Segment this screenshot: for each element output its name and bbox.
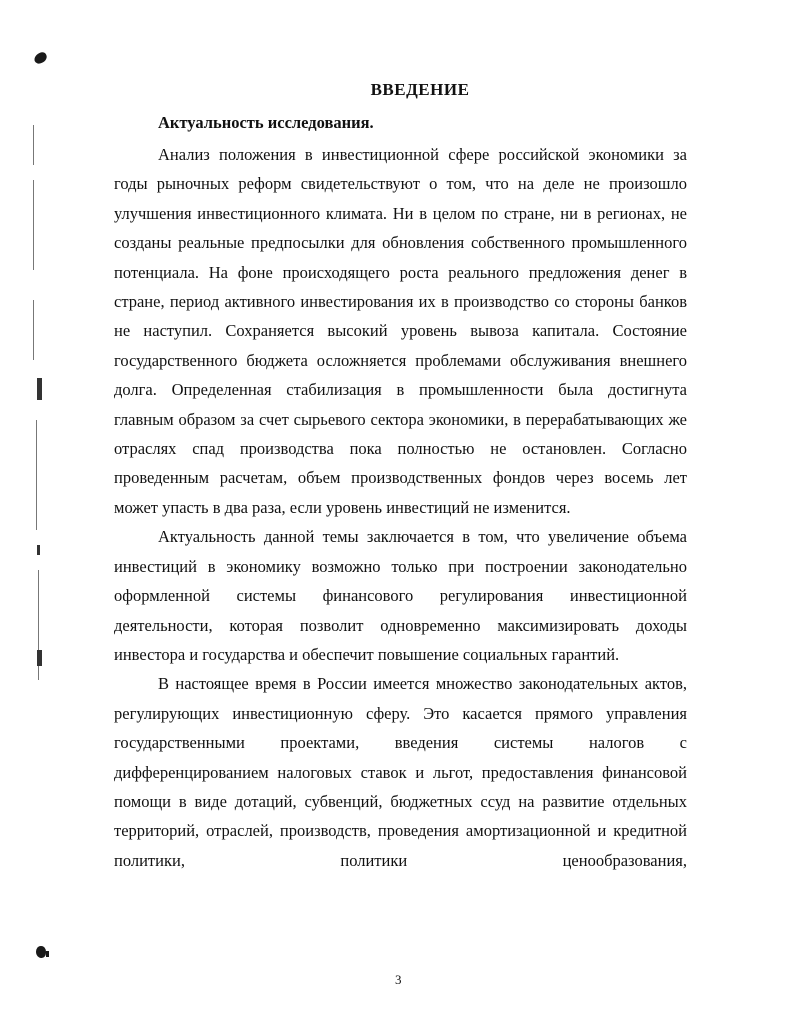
paragraph: Анализ положения в инвестиционной сфере российской экономики за годы рыночных реформ свидетельствуют о том, что на деле не произошло улучшения инвестиционного климата. Ни в целом по стране, ни в регионах, не созданы реальные предпосылки для обновления собственного промышленного потенциала. На фоне происходящего роста реального предложения денег в стране, период активного инвестирования их в производство со стороны банков не наступил. Сохраняется высокий уровень вывоза капитала. Состояние государственного бюджета осложняется проблемами обслуживания внешнего долга. Определенная стабилизация в промышленности была достигнута главным образом за счет сырьевого сектора экономики, в перерабатывающих же отраслях спад производства пока полностью не остановлен. Согласно проведенным расчетам, объем производственных фондов через восемь лет может упасть в два раза, если уровень инвестиций не изменится. [114,145,687,517]
document-heading: ВВЕДЕНИЕ [370,80,470,99]
paragraph: Актуальность данной темы заключается в том, что увеличение объема инвестиций в экономику возможно только при построении законодательно оформленной системы финансового регулирования инвестиционной деятельности, которая позволит одновременно максимизировать доходы инвестора и государства и обеспечит повышение социальных гарантий. [114,527,687,664]
scan-artifact-top [32,51,48,66]
scan-edge-line [36,420,37,530]
scan-edge-line [33,125,34,165]
body-text [114,140,687,875]
scan-artifact-bottom [36,946,46,958]
section-subheading: Актуальность исследования. [158,113,374,132]
scan-edge-blob [37,378,42,400]
scan-edge-line [33,180,34,270]
page-number: 3 [395,972,402,987]
scan-artifact-bottom [46,951,49,957]
paragraph: В настоящее время в России имеется множество законодательных актов, регулирующих инвестиционную сферу. Это касается прямого управления государственными проектами, введения системы налогов с дифференцированием налоговых ставок и льгот, предоставления финансовой помощи в виде дотаций, субвенций, бюджетных ссуд на развитие отдельных территорий, отраслей, производств, проведения амортизационной и кредитной политики, политики ценообразования, [114,674,687,870]
scan-edge-blob [37,650,42,666]
scan-edge-blob [37,545,40,555]
scan-edge-line [33,300,34,360]
